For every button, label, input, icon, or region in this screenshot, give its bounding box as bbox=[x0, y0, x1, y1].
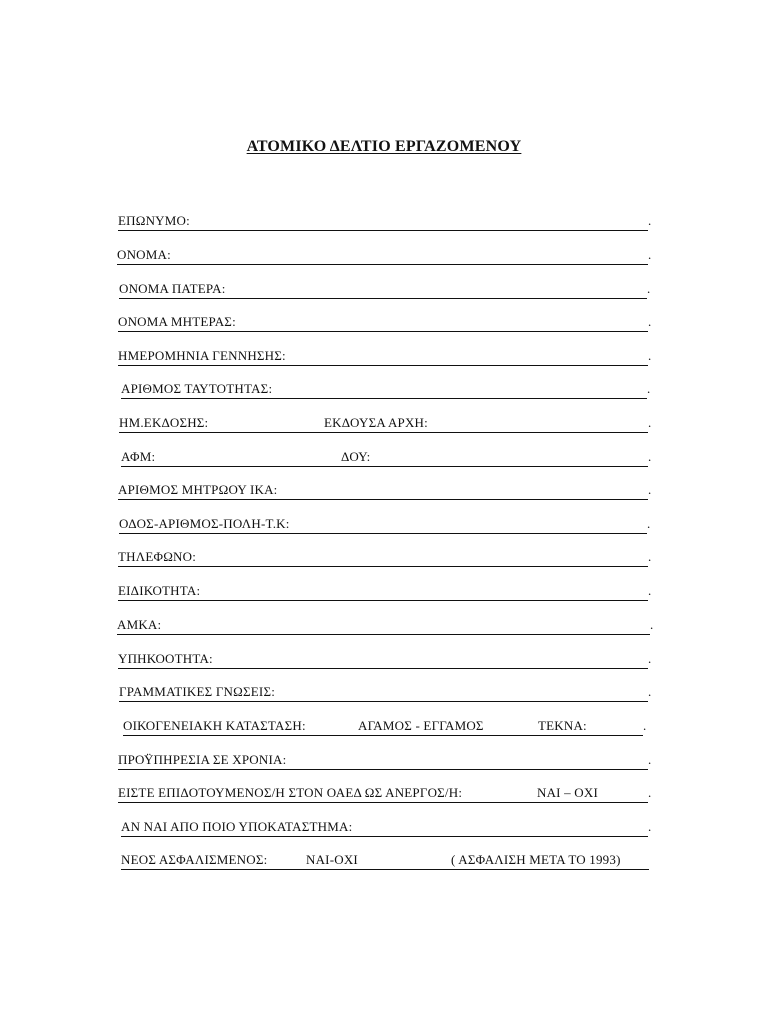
field-phone[interactable] bbox=[118, 549, 652, 567]
field-ika-number[interactable] bbox=[118, 482, 652, 500]
field-first-name[interactable] bbox=[117, 247, 652, 265]
field-first-name-end: . bbox=[648, 247, 652, 262]
field-address[interactable] bbox=[119, 516, 651, 534]
field-issue-date-label: ΗΜ.ΕΚΔΟΣΗΣ: bbox=[119, 415, 209, 430]
marital-status-options: ΑΓΑΜΟΣ - ΕΓΓΑΜΟΣ bbox=[358, 718, 484, 733]
field-phone-end: . bbox=[648, 549, 652, 564]
field-nationality-label: ΥΠΗΚΟΟΤΗΤΑ: bbox=[118, 651, 213, 666]
field-unemployment-benefit[interactable] bbox=[118, 785, 652, 803]
field-oaed-branch-end: . bbox=[648, 819, 652, 834]
field-experience-years-label: ΠΡΟΫΠΗΡΕΣΙΑ ΣΕ ΧΡΟΝΙΑ: bbox=[118, 752, 287, 767]
field-birth-date-end: . bbox=[648, 348, 652, 363]
field-specialty[interactable] bbox=[118, 583, 652, 601]
field-marital-status[interactable] bbox=[123, 718, 647, 736]
field-father-name-line bbox=[119, 298, 647, 299]
field-specialty-label: ΕΙΔΙΚΟΤΗΤΑ: bbox=[118, 583, 201, 598]
field-birth-date-line bbox=[118, 365, 648, 366]
field-amka[interactable] bbox=[117, 617, 654, 635]
field-ika-number-line bbox=[118, 499, 648, 500]
field-id-number-end: . bbox=[647, 381, 651, 396]
field-mother-name-end: . bbox=[648, 314, 652, 329]
field-father-name[interactable] bbox=[119, 281, 651, 299]
form-title bbox=[0, 138, 768, 156]
unemployment-benefit-options: ΝΑΙ – ΟΧΙ bbox=[537, 785, 599, 800]
field-unemployment-benefit-line bbox=[118, 802, 648, 803]
field-unemployment-benefit-end: . bbox=[648, 785, 652, 800]
field-specialty-end: . bbox=[648, 583, 652, 598]
field-tax-id-line bbox=[121, 466, 648, 467]
field-amka-line bbox=[117, 634, 650, 635]
field-birth-date[interactable] bbox=[118, 348, 652, 366]
field-ika-number-label: ΑΡΙΘΜΟΣ ΜΗΤΡΩΟΥ ΙΚΑ: bbox=[118, 482, 278, 497]
field-nationality[interactable] bbox=[118, 651, 652, 669]
field-experience-years[interactable] bbox=[118, 752, 652, 770]
field-id-number-line bbox=[121, 398, 647, 399]
field-mother-name[interactable] bbox=[118, 314, 652, 332]
field-address-label: ΟΔΟΣ-ΑΡΙΘΜΟΣ-ΠΟΛΗ-Τ.Κ: bbox=[119, 516, 290, 531]
field-amka-label: ΑΜΚΑ: bbox=[117, 617, 162, 632]
field-mother-name-line bbox=[118, 331, 648, 332]
field-mother-name-label: ΟΝΟΜΑ ΜΗΤΕΡΑΣ: bbox=[118, 314, 236, 329]
field-education-line bbox=[119, 701, 648, 702]
field-new-insured[interactable] bbox=[121, 852, 649, 870]
field-id-number[interactable] bbox=[121, 381, 651, 399]
field-new-insured-label: ΝΕΟΣ ΑΣΦΑΛΙΣΜΕΝΟΣ: bbox=[121, 852, 268, 867]
new-insured-options: ΝΑΙ-ΟΧΙ bbox=[306, 852, 358, 867]
field-first-name-label: ΟΝΟΜΑ: bbox=[117, 247, 171, 262]
field-issue-date[interactable] bbox=[119, 415, 652, 433]
field-birth-date-label: ΗΜΕΡΟΜΗΝΙΑ ΓΕΝΝΗΣΗΣ: bbox=[118, 348, 286, 363]
field-surname-label: ΕΠΩΝΥΜΟ: bbox=[118, 213, 190, 228]
field-surname-end: . bbox=[648, 213, 652, 228]
field-education[interactable] bbox=[119, 684, 652, 702]
field-surname[interactable] bbox=[118, 213, 652, 231]
field-tax-id[interactable] bbox=[121, 449, 652, 467]
field-amka-end: . bbox=[650, 617, 654, 632]
field-education-end: . bbox=[648, 684, 652, 699]
field-father-name-label: ΟΝΟΜΑ ΠΑΤΕΡΑ: bbox=[119, 281, 226, 296]
field-marital-status-label: ΟΙΚΟΓΕΝΕΙΑΚΗ ΚΑΤΑΣΤΑΣΗ: bbox=[123, 718, 306, 733]
field-issue-date-end: . bbox=[648, 415, 652, 430]
field-nationality-line bbox=[118, 668, 648, 669]
field-marital-status-end: . bbox=[643, 718, 647, 733]
field-phone-line bbox=[118, 566, 648, 567]
field-oaed-branch-label: ΑΝ ΝΑΙ ΑΠΟ ΠΟΙΟ ΥΠΟΚΑΤΑΣΤΗΜΑ: bbox=[121, 819, 353, 834]
field-experience-years-line bbox=[118, 769, 648, 770]
field-marital-status-line bbox=[123, 735, 643, 736]
field-ika-number-end: . bbox=[648, 482, 652, 497]
field-id-number-label: ΑΡΙΘΜΟΣ ΤΑΥΤΟΤΗΤΑΣ: bbox=[121, 381, 273, 396]
field-unemployment-benefit-label: ΕΙΣΤΕ ΕΠΙΔΟΤΟΥΜΕΝΟΣ/Η ΣΤΟΝ ΟΑΕΔ ΩΣ ΑΝΕΡΓΟΣ/Η: bbox=[118, 785, 463, 800]
field-tax-id-label: ΑΦΜ: bbox=[121, 449, 156, 464]
field-first-name-line bbox=[117, 264, 648, 265]
field-address-line bbox=[119, 533, 647, 534]
field-education-label: ΓΡΑΜΜΑΤΙΚΕΣ ΓΝΩΣΕΙΣ: bbox=[119, 684, 276, 699]
field-surname-line bbox=[118, 230, 648, 231]
field-new-insured-line bbox=[121, 869, 649, 870]
field-tax-id-end: . bbox=[648, 449, 652, 464]
form-title-text: ΑΤΟΜΙΚΟ ΔΕΛΤΙΟ ΕΡΓΑΖΟΜΕΝΟΥ bbox=[246, 138, 522, 155]
field-oaed-branch-line bbox=[121, 836, 648, 837]
field-issue-date-line bbox=[119, 432, 648, 433]
field-tax-office-label: ΔΟΥ: bbox=[341, 449, 371, 464]
field-oaed-branch[interactable] bbox=[121, 819, 652, 837]
field-specialty-line bbox=[118, 600, 648, 601]
field-address-end: . bbox=[647, 516, 651, 531]
field-father-name-end: . bbox=[647, 281, 651, 296]
field-experience-years-end: . bbox=[648, 752, 652, 767]
field-nationality-end: . bbox=[648, 651, 652, 666]
children-label: ΤΕΚΝΑ: bbox=[538, 718, 587, 733]
field-phone-label: ΤΗΛΕΦΩΝΟ: bbox=[118, 549, 197, 564]
field-issuing-authority-label: ΕΚΔΟΥΣΑ ΑΡΧΗ: bbox=[324, 415, 428, 430]
new-insured-note: ( ΑΣΦΑΛΙΣΗ ΜΕΤΑ ΤΟ 1993) bbox=[451, 852, 621, 867]
